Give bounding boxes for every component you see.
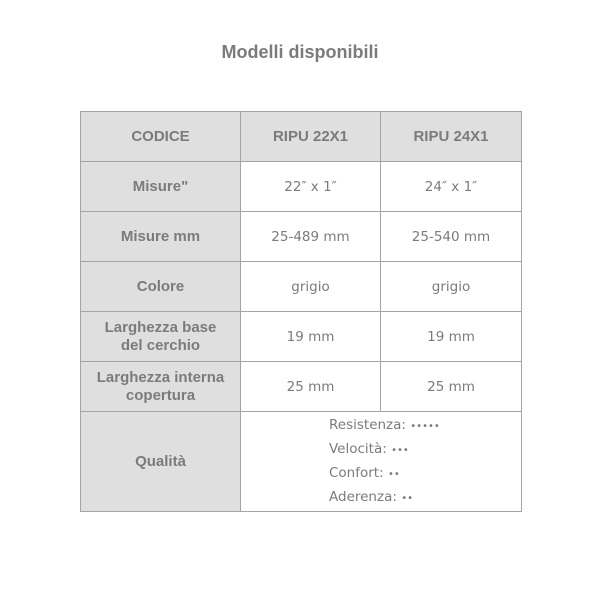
quality-item-velocita (329, 438, 521, 462)
quality-name: Aderenza: (329, 488, 397, 505)
row-label: Qualità (81, 412, 241, 512)
cell-value: 19 mm (381, 312, 522, 362)
cell-value: 25 mm (241, 362, 381, 412)
models-table (80, 111, 522, 512)
quality-name: Velocità: (329, 440, 387, 457)
cell-value: 22″ x 1″ (241, 162, 381, 212)
rating-dots: •• (401, 492, 413, 504)
cell-value: 25-540 mm (381, 212, 522, 262)
table-header-row (81, 112, 522, 162)
table-row-qualita (81, 412, 522, 512)
table-row-larghezza-interna (81, 362, 522, 412)
rating-dots: ••• (391, 444, 409, 456)
rating-dots: •• (387, 468, 400, 480)
row-label-line: copertura (125, 386, 196, 404)
cell-value: 25-489 mm (241, 212, 381, 262)
table-row-larghezza-base (81, 312, 522, 362)
row-label: Colore (81, 262, 241, 312)
header-model-2: RIPU 24X1 (381, 112, 522, 162)
table-row-colore (81, 262, 522, 312)
cell-value: grigio (241, 262, 381, 312)
quality-name: Resistenza: (329, 416, 406, 433)
cell-value: 19 mm (241, 312, 381, 362)
cell-value: 25 mm (381, 362, 522, 412)
table-row-misure-inch (81, 162, 522, 212)
row-label: Misure" (81, 162, 241, 212)
row-label (81, 362, 241, 412)
row-label (81, 312, 241, 362)
header-model-1: RIPU 22X1 (241, 112, 381, 162)
quality-list (241, 412, 522, 512)
rating-dots: ••••• (410, 420, 440, 432)
header-codice: CODICE (81, 112, 241, 162)
row-label-line: Larghezza interna (96, 368, 225, 386)
table-row-misure-mm (81, 212, 522, 262)
row-label: Misure mm (81, 212, 241, 262)
row-label-line: Larghezza base (104, 318, 217, 336)
page-title: Modelli disponibili (221, 42, 379, 62)
quality-name: Confort: (329, 464, 384, 481)
cell-value: 24″ x 1″ (381, 162, 522, 212)
row-label-line: del cerchio (120, 336, 201, 354)
quality-item-resistenza (329, 414, 521, 438)
quality-item-confort (329, 462, 521, 486)
cell-value: grigio (381, 262, 522, 312)
quality-item-aderenza (329, 486, 521, 510)
